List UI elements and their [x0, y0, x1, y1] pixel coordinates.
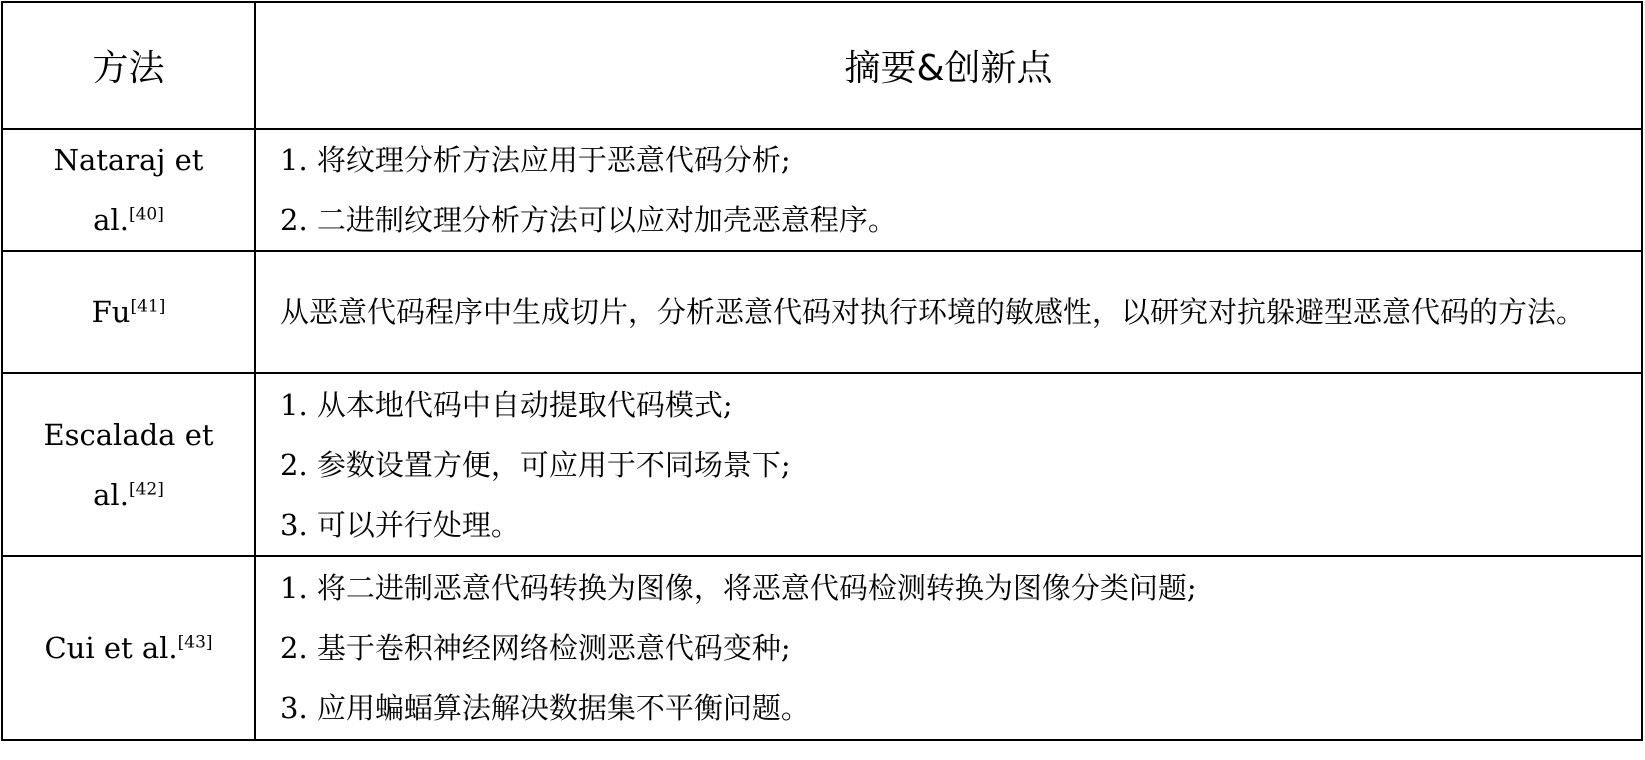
summary-cell [255, 556, 1642, 740]
summary-line: 1. 将二进制恶意代码转换为图像，将恶意代码检测转换为图像分类问题; [280, 571, 1197, 605]
header-method: 方法 [2, 2, 255, 129]
method-name-line: Nataraj et [53, 143, 204, 177]
summary-line: 2. 二进制纹理分析方法可以应对加壳恶意程序。 [280, 203, 897, 237]
summary-cell [255, 373, 1642, 556]
summary-line: 3. 应用蝙蝠算法解决数据集不平衡问题。 [280, 691, 810, 725]
methods-table [1, 1, 1643, 741]
table-row [2, 251, 1642, 373]
method-cell [2, 556, 255, 740]
method-name-line: al. [93, 477, 129, 512]
citation-ref: [41] [130, 296, 166, 317]
summary-line: 1. 从本地代码中自动提取代码模式; [280, 387, 733, 422]
summary-line: 1. 将纹理分析方法应用于恶意代码分析; [280, 143, 791, 177]
citation-ref: [43] [177, 632, 213, 653]
method-name: Cui et al. [44, 631, 178, 665]
method-name: Fu [91, 295, 131, 329]
summary-line: 3. 可以并行处理。 [280, 507, 520, 542]
header-row [2, 2, 1642, 129]
summary-line: 2. 参数设置方便，可应用于不同场景下; [280, 447, 791, 482]
summary-paragraph: 从恶意代码程序中生成切片，分析恶意代码对执行环境的敏感性，以研究对抗躲避型恶意代码的方法。 [280, 295, 1586, 329]
table-row [2, 373, 1642, 556]
method-cell [2, 373, 255, 556]
table-row [2, 129, 1642, 251]
method-cell [2, 129, 255, 251]
summary-line: 2. 基于卷积神经网络检测恶意代码变种; [280, 631, 791, 665]
header-summary: 摘要&创新点 [255, 2, 1642, 129]
method-name-line: al. [93, 203, 129, 237]
summary-cell [255, 251, 1642, 373]
citation-ref: [40] [128, 204, 164, 225]
citation-ref: [42] [128, 478, 164, 499]
method-cell [2, 251, 255, 373]
table-row [2, 556, 1642, 740]
method-name-line: Escalada et [43, 417, 214, 452]
summary-cell [255, 129, 1642, 251]
